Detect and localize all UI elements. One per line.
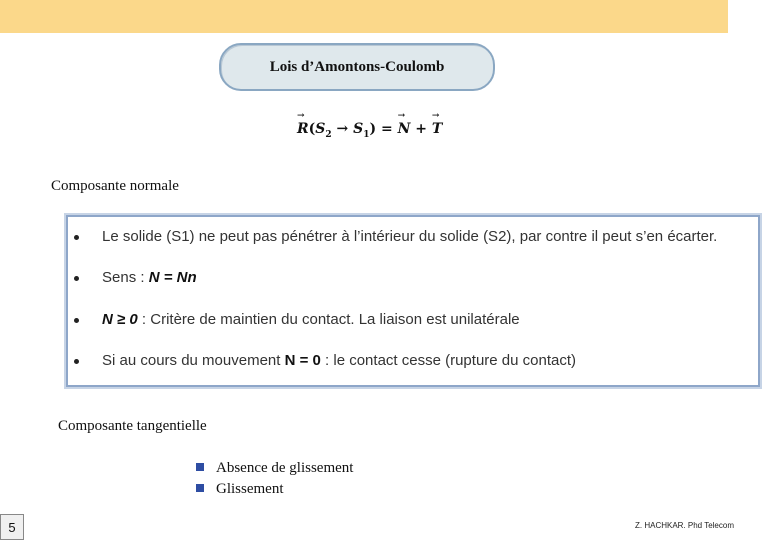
bullet-icon	[74, 235, 79, 240]
slide-title-text: Lois d’Amontons-Coulomb	[269, 58, 445, 75]
formula-arrow: →	[336, 121, 349, 137]
list-item-suffix: : Critère de maintien du contact. La liaison est unilatérale	[137, 311, 520, 328]
square-bullet-icon	[196, 463, 204, 471]
footer-credit: Z. HACHKAR. Phd Telecom	[635, 521, 734, 530]
normal-section-title: Composante normale	[51, 178, 179, 194]
list-item-text-wrap	[102, 309, 520, 331]
formula-sub1: 1	[363, 129, 370, 140]
slide-title	[219, 43, 495, 91]
formula-t: → T	[432, 121, 442, 137]
formula-s2: S	[315, 121, 326, 137]
list-item-suffix: : le contact cesse (rupture du contact)	[320, 352, 576, 369]
formula-r: → R	[297, 121, 309, 137]
list-item-prefix: Sens :	[102, 269, 149, 286]
page-number-text: 5	[8, 519, 16, 535]
list-item-prefix: Si au cours du mouvement	[102, 352, 285, 369]
formula-sub2: 2	[325, 129, 332, 140]
page-number	[0, 514, 24, 540]
square-bullet-icon	[196, 484, 204, 492]
list-item-text-wrap	[102, 350, 576, 372]
list-item-text-wrap	[102, 267, 197, 289]
list-item-bold: N = 0	[284, 352, 321, 369]
formula-s1: S	[353, 121, 364, 137]
list-item-text: Glissement	[216, 481, 284, 497]
tangential-section-title: Composante tangentielle	[58, 418, 207, 434]
list-item-text: Absence de glissement	[216, 460, 354, 476]
bullet-icon	[74, 318, 79, 323]
formula: → $R(S_2 \to S_1)$ = → N + → T	[297, 121, 442, 140]
formula-plus: +	[410, 121, 432, 137]
top-band	[0, 0, 728, 33]
list-item	[196, 479, 353, 500]
list-item	[196, 458, 353, 479]
formula-rest: ) =	[369, 121, 398, 137]
bullet-icon	[74, 359, 79, 364]
normal-component-box	[66, 215, 760, 387]
list-item-bold: N ≥ 0	[102, 311, 138, 328]
formula-n: → N	[398, 121, 411, 137]
list-item-text: Le solide (S1) ne peut pas pénétrer à l’intérieur du solide (S2), par contre il peut s’en écarter.	[102, 228, 718, 245]
list-item-bold: N = Nn	[148, 269, 197, 286]
tangential-list	[196, 458, 353, 500]
bullet-icon	[74, 276, 79, 281]
